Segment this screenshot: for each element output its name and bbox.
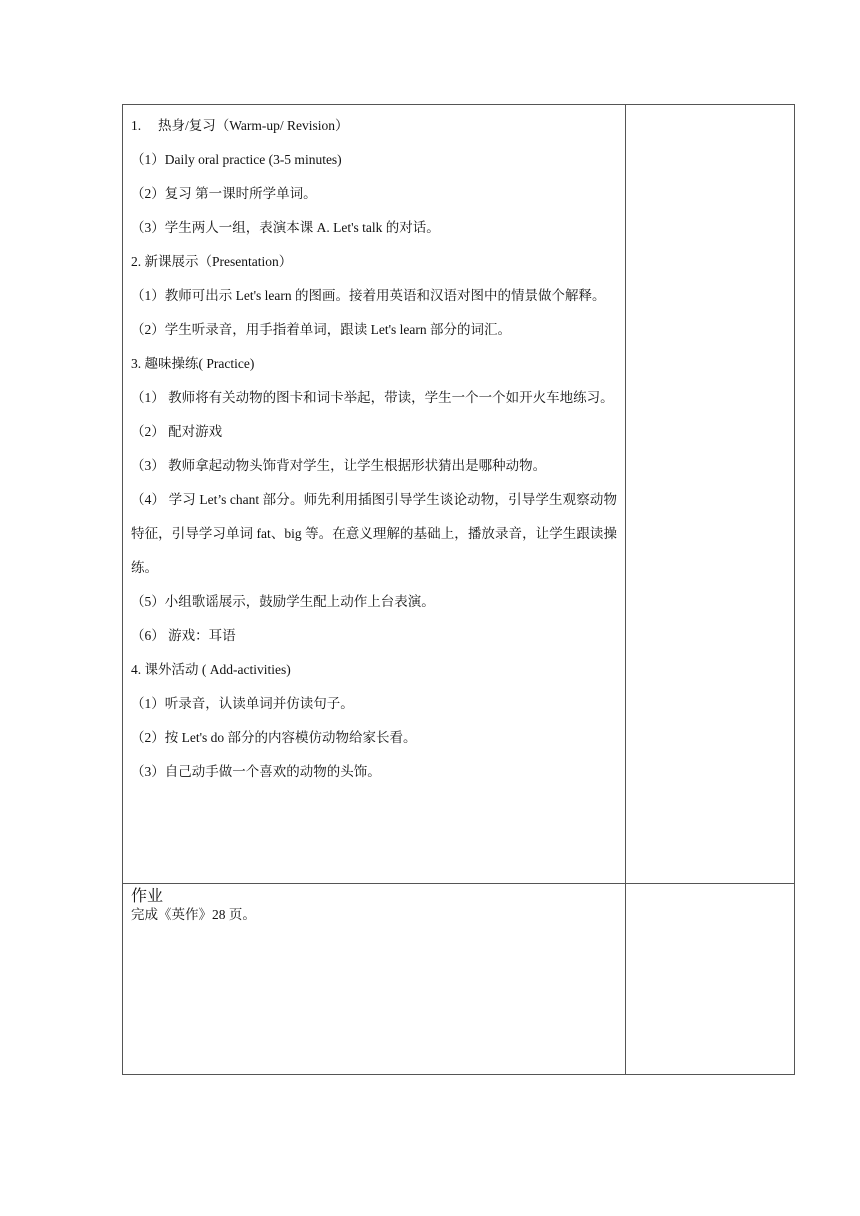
homework-title: 作业 [131,886,164,905]
practice-item-5: （5）小组歌谣展示，鼓励学生配上动作上台表演。 [131,594,435,609]
homework-cell [123,884,626,1075]
practice-item-6: （6） 游戏：耳语 [131,628,236,643]
practice-item-4: （4） 学习 Let’s chant 部分。师先利用插图引导学生谈论动物，引导学生观察动物特征，引导学习单词 fat、big 等。在意义理解的基础上，播放录音，让学生跟读操练。 [131,492,617,575]
practice-heading: 3. 趣味操练( Practice) [131,356,255,371]
warmup-item-2: （2）复习 第一课时所学单词。 [131,186,317,201]
practice-item-2: （2） 配对游戏 [131,424,223,439]
procedure-row [123,105,795,884]
presentation-heading: 2. 新课展示（Presentation） [131,254,293,269]
warmup-heading: 1. 热身/复习（Warm-up/ Revision） [131,118,349,133]
activities-heading: 4. 课外活动 ( Add-activities) [131,662,291,677]
practice-item-3: （3） 教师拿起动物头饰背对学生，让学生根据形状猜出是哪种动物。 [131,458,547,473]
procedure-content [123,105,625,789]
warmup-item-3: （3）学生两人一组，表演本课 A. Let's talk 的对话。 [131,220,440,235]
procedure-notes-cell [626,105,795,884]
homework-text: 完成《英作》28 页。 [131,907,256,922]
homework-notes-cell [626,884,795,1075]
activities-item-3: （3）自己动手做一个喜欢的动物的头饰。 [131,764,381,779]
practice-item-1: （1） 教师将有关动物的图卡和词卡举起，带读，学生一个一个如开火车地练习。 [131,390,614,405]
presentation-item-1: （1）教师可出示 Let's learn 的图画。接着用英语和汉语对图中的情景做个解释。 [131,288,606,303]
activities-item-2: （2）按 Let's do 部分的内容模仿动物给家长看。 [131,730,417,745]
presentation-item-2: （2）学生听录音，用手指着单词，跟读 Let's learn 部分的词汇。 [131,322,512,337]
activities-item-1: （1）听录音，认读单词并仿读句子。 [131,696,354,711]
lesson-plan-table [122,104,795,1075]
warmup-item-1: （1）Daily oral practice (3-5 minutes) [131,152,342,167]
homework-row [123,884,795,1075]
procedure-cell [123,105,626,884]
